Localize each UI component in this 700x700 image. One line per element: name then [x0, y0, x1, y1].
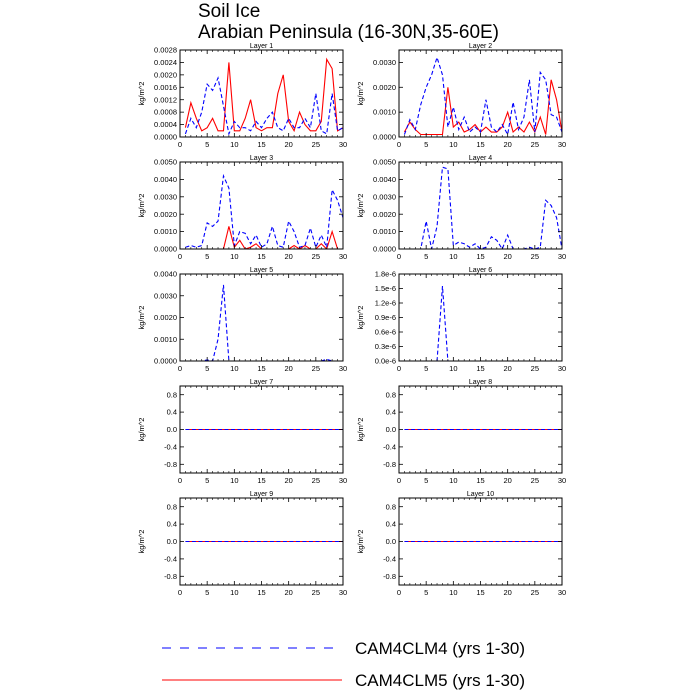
layer-2-ytick-label: 0.0010 — [373, 107, 396, 117]
layer-10-xtick-label: 5 — [424, 588, 429, 597]
layer-6-ytick-label: 0.0e-6 — [374, 356, 396, 366]
layer-4-xtick-label: 5 — [424, 252, 429, 261]
layer-2-xtick-label: 25 — [530, 140, 540, 149]
layer-10-xtick-label: 10 — [449, 588, 458, 597]
layer-9-ytick-label: 0.8 — [166, 502, 177, 512]
layer-4-xtick-label: 0 — [396, 252, 402, 261]
layer-3-xtick-label: 0 — [177, 252, 183, 261]
layer-6-title: Layer 6 — [468, 267, 493, 274]
layer-1-ytick-label: 0.0008 — [154, 107, 177, 117]
layer-7-xtick-label: 30 — [338, 476, 348, 485]
layer-1-ylabel: kg/m^2 — [137, 81, 146, 106]
layer-4-xtick-label: 15 — [476, 252, 485, 261]
layer-1-ytick-label: 0.0020 — [154, 70, 177, 80]
layer-8-ytick-label: 0.4 — [385, 407, 396, 417]
layer-2-xtick-label: 10 — [449, 140, 458, 149]
layer-10-ytick-label: 0.8 — [385, 502, 396, 512]
layer-1-xtick-label: 0 — [177, 140, 183, 149]
layer-8-xtick-label: 5 — [424, 476, 429, 485]
layer-2-ytick-label: 0.0030 — [373, 58, 396, 68]
layer-6-ytick-label: 0.3e-6 — [374, 342, 396, 352]
legend-clm4-label: CAM4CLM4 (yrs 1-30) — [355, 639, 526, 658]
layer-7-xtick-label: 25 — [311, 476, 321, 485]
layer-8-panel — [356, 379, 566, 485]
layer-3-ylabel: kg/m^2 — [137, 193, 146, 218]
layer-9-xtick-label: 5 — [205, 588, 210, 597]
layer-8-xtick-label: 10 — [449, 476, 458, 485]
layer-9-xtick-label: 10 — [230, 588, 239, 597]
layer-4-title: Layer 4 — [468, 155, 493, 162]
layer-2-ytick-label: 0.0000 — [373, 132, 396, 142]
layer-2-xtick-label: 5 — [424, 140, 429, 149]
layer-9-xtick-label: 25 — [311, 588, 321, 597]
layer-1-xtick-label: 30 — [338, 140, 348, 149]
layer-6-xtick-label: 25 — [530, 364, 540, 373]
layer-2-ytick-label: 0.0020 — [373, 82, 396, 92]
layer-7-ytick-label: 0.4 — [166, 407, 177, 417]
layer-3-xtick-label: 10 — [230, 252, 239, 261]
layer-6-xtick-label: 20 — [503, 364, 512, 373]
layer-8-xtick-label: 0 — [396, 476, 402, 485]
layer-9-ytick-label: 0.0 — [166, 537, 177, 547]
layer-7-ytick-label: -0.8 — [164, 459, 177, 469]
layer-4-ytick-label: 0.0020 — [373, 209, 396, 219]
legend-clm5-label: CAM4CLM5 (yrs 1-30) — [355, 671, 526, 690]
layer-2-clm5-line — [404, 80, 562, 135]
layer-5-xtick-label: 30 — [338, 364, 348, 373]
layer-4-ytick-label: 0.0040 — [373, 175, 396, 184]
layer-10-ytick-label: -0.4 — [383, 554, 396, 564]
layer-7-ytick-label: 0.8 — [166, 390, 177, 400]
layer-6-ytick-label: 0.6e-6 — [374, 327, 396, 337]
layer-5-xtick-label: 10 — [230, 364, 239, 373]
layer-1-xtick-label: 15 — [257, 140, 266, 149]
layer-2-title: Layer 2 — [468, 43, 493, 50]
layer-3-xtick-label: 20 — [284, 252, 293, 261]
layer-10-ytick-label: 0.0 — [385, 537, 396, 547]
layer-7-xtick-label: 0 — [177, 476, 183, 485]
layer-4-xtick-label: 30 — [557, 252, 567, 261]
layer-3-panel — [137, 155, 347, 261]
layer-3-xtick-label: 25 — [311, 252, 321, 261]
layer-6-ytick-label: 0.9e-6 — [374, 313, 396, 323]
layer-4-xtick-label: 25 — [530, 252, 540, 261]
layer-9-ytick-label: 0.4 — [166, 519, 177, 529]
layer-8-ytick-label: -0.4 — [383, 442, 396, 452]
layer-8-xtick-label: 15 — [476, 476, 485, 485]
layer-8-ytick-label: 0.0 — [385, 425, 396, 435]
layer-5-xtick-label: 15 — [257, 364, 266, 373]
layer-3-ytick-label: 0.0000 — [154, 244, 177, 254]
layer-5-ytick-label: 0.0010 — [154, 334, 177, 344]
layer-8-ylabel: kg/m^2 — [356, 417, 365, 442]
layer-7-xtick-label: 10 — [230, 476, 239, 485]
layer-7-xtick-label: 5 — [205, 476, 210, 485]
layer-1-ytick-label: 0.0012 — [154, 95, 177, 105]
figure-title: Soil Ice — [198, 1, 261, 22]
layer-6-ylabel: kg/m^2 — [356, 305, 365, 330]
layer-7-ylabel: kg/m^2 — [137, 417, 146, 442]
layer-4-ytick-label: 0.0000 — [373, 244, 396, 254]
layer-6-clm4-line — [404, 286, 562, 361]
layer-5-xtick-label: 5 — [205, 364, 210, 373]
layer-10-xtick-label: 20 — [503, 588, 512, 597]
layer-6-ytick-label: 1.2e-6 — [374, 298, 396, 308]
layer-10-title: Layer 10 — [466, 491, 495, 498]
layer-2-xtick-label: 20 — [503, 140, 512, 149]
layer-3-title: Layer 3 — [249, 155, 274, 162]
layer-2-ylabel: kg/m^2 — [356, 81, 365, 106]
layer-4-ytick-label: 0.0030 — [373, 192, 396, 202]
layer-4-clm4-line — [404, 167, 562, 249]
layer-1-frame — [180, 50, 343, 137]
layer-5-ytick-label: 0.0020 — [154, 313, 177, 323]
layer-6-xtick-label: 15 — [476, 364, 485, 373]
layer-6-xtick-label: 0 — [396, 364, 402, 373]
layer-6-ytick-label: 1.8e-6 — [374, 269, 396, 279]
layer-1-ytick-label: 0.0004 — [154, 120, 177, 130]
layer-3-ytick-label: 0.0020 — [154, 209, 177, 219]
layer-1-ytick-label: 0.0016 — [154, 82, 177, 92]
layer-1-xtick-label: 5 — [205, 140, 210, 149]
layer-7-ytick-label: 0.0 — [166, 425, 177, 435]
layer-6-frame — [399, 274, 562, 361]
layer-6-ytick-label: 1.5e-6 — [374, 284, 396, 294]
layer-5-title: Layer 5 — [249, 267, 274, 274]
layer-5-ylabel: kg/m^2 — [137, 305, 146, 330]
layer-1-ytick-label: 0.0024 — [154, 58, 177, 68]
layer-10-xtick-label: 25 — [530, 588, 540, 597]
layer-10-xtick-label: 0 — [396, 588, 402, 597]
layer-8-title: Layer 8 — [468, 379, 493, 386]
layer-3-ytick-label: 0.0010 — [154, 227, 177, 237]
layer-7-xtick-label: 15 — [257, 476, 266, 485]
layer-3-xtick-label: 15 — [257, 252, 266, 261]
layer-5-clm4-line — [185, 285, 343, 361]
layer-1-xtick-label: 25 — [311, 140, 321, 149]
layer-5-xtick-label: 25 — [311, 364, 321, 373]
layer-3-ytick-label: 0.0040 — [154, 175, 177, 184]
layer-5-panel — [137, 267, 347, 373]
layer-5-xtick-label: 20 — [284, 364, 293, 373]
layer-10-xtick-label: 30 — [557, 588, 567, 597]
figure-subtitle: Arabian Peninsula (16-30N,35-60E) — [198, 22, 500, 43]
layer-6-xtick-label: 5 — [424, 364, 429, 373]
layer-4-xtick-label: 10 — [449, 252, 458, 261]
layer-2-panel — [356, 43, 566, 149]
layer-7-panel — [137, 379, 347, 485]
layer-5-frame — [180, 274, 343, 361]
layer-5-ytick-label: 0.0000 — [154, 356, 177, 366]
layer-1-xtick-label: 20 — [284, 140, 293, 149]
layer-9-ylabel: kg/m^2 — [137, 529, 146, 554]
layer-3-xtick-label: 5 — [205, 252, 210, 261]
layer-9-xtick-label: 0 — [177, 588, 183, 597]
layer-3-clm4-line — [185, 176, 343, 247]
layer-8-xtick-label: 30 — [557, 476, 567, 485]
layer-3-ytick-label: 0.0050 — [154, 157, 177, 167]
layer-6-panel — [356, 267, 566, 373]
layer-7-title: Layer 7 — [249, 379, 274, 386]
layer-4-ytick-label: 0.0010 — [373, 227, 396, 237]
layer-4-panel — [356, 155, 566, 261]
layer-6-xtick-label: 30 — [557, 364, 567, 373]
layer-5-ytick-label: 0.0030 — [154, 291, 177, 301]
layer-6-xtick-label: 10 — [449, 364, 458, 373]
layer-10-ytick-label: -0.8 — [383, 571, 396, 581]
layer-2-xtick-label: 15 — [476, 140, 485, 149]
layer-4-xtick-label: 20 — [503, 252, 512, 261]
layer-7-ytick-label: -0.4 — [164, 442, 177, 452]
layer-2-xtick-label: 30 — [557, 140, 567, 149]
layer-10-xtick-label: 15 — [476, 588, 485, 597]
layer-7-xtick-label: 20 — [284, 476, 293, 485]
layer-9-panel — [137, 491, 347, 597]
layer-8-xtick-label: 25 — [530, 476, 540, 485]
layer-8-ytick-label: -0.8 — [383, 459, 396, 469]
layer-8-ytick-label: 0.8 — [385, 390, 396, 400]
layer-9-title: Layer 9 — [249, 491, 274, 498]
layer-1-xtick-label: 10 — [230, 140, 239, 149]
layer-1-ytick-label: 0.0028 — [154, 45, 177, 55]
layer-9-xtick-label: 15 — [257, 588, 266, 597]
layer-1-panel — [137, 43, 347, 149]
layer-5-xtick-label: 0 — [177, 364, 183, 373]
layer-3-ytick-label: 0.0030 — [154, 192, 177, 202]
layer-1-ytick-label: 0.0000 — [154, 132, 177, 142]
legend — [162, 639, 525, 690]
layer-2-xtick-label: 0 — [396, 140, 402, 149]
layer-10-ytick-label: 0.4 — [385, 519, 396, 529]
layer-9-ytick-label: -0.8 — [164, 571, 177, 581]
layer-8-xtick-label: 20 — [503, 476, 512, 485]
layer-4-ytick-label: 0.0050 — [373, 157, 396, 167]
layer-9-xtick-label: 20 — [284, 588, 293, 597]
layer-9-ytick-label: -0.4 — [164, 554, 177, 564]
layer-4-ylabel: kg/m^2 — [356, 193, 365, 218]
layer-9-xtick-label: 30 — [338, 588, 348, 597]
layer-5-ytick-label: 0.0040 — [154, 269, 177, 279]
layer-3-xtick-label: 30 — [338, 252, 348, 261]
layer-1-title: Layer 1 — [249, 43, 274, 50]
layer-10-panel — [356, 491, 566, 597]
layer-10-ylabel: kg/m^2 — [356, 529, 365, 554]
